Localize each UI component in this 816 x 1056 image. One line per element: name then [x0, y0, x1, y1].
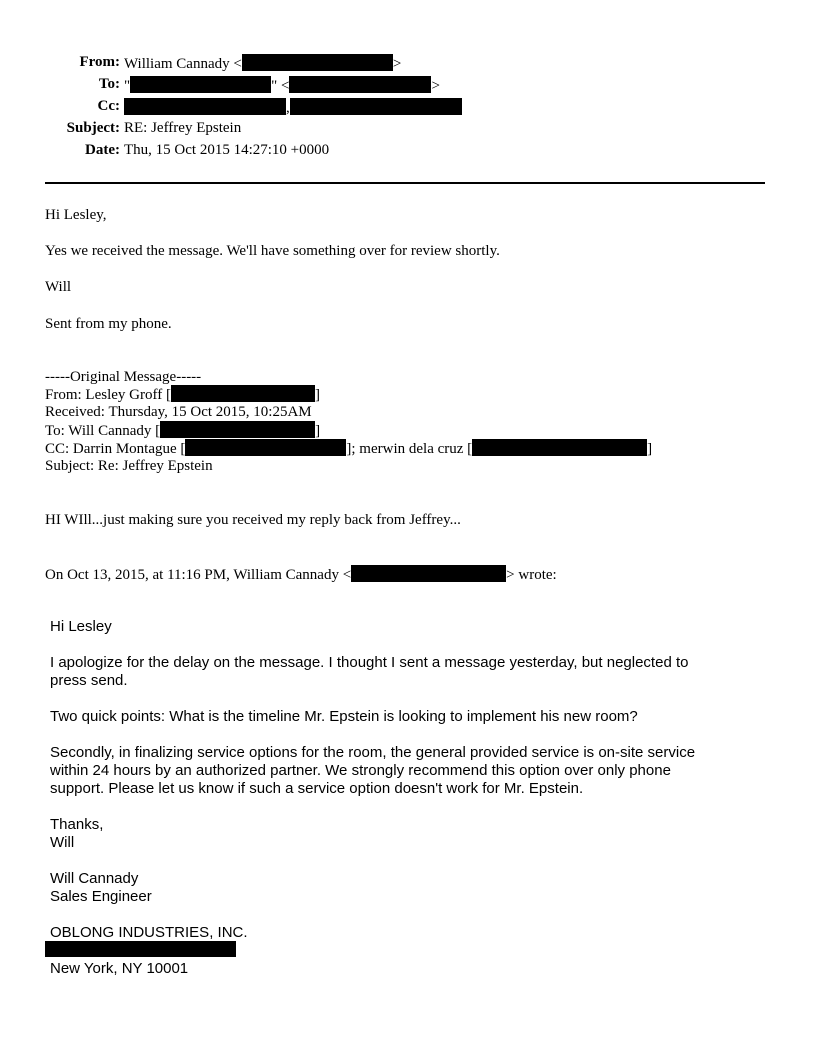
cc-separator: , — [286, 100, 290, 116]
attribution-prefix: On Oct 13, 2015, at 11:16 PM, William Cannady < — [45, 567, 352, 583]
redaction-box — [130, 76, 271, 93]
original-cc-mid: ]; merwin dela cruz [ — [346, 441, 473, 457]
original-from-close: ] — [314, 387, 320, 403]
quoted-greeting: Hi Lesley — [50, 618, 112, 635]
header-divider — [45, 182, 765, 184]
original-divider: -----Original Message----- — [45, 369, 202, 385]
to-close: > — [431, 78, 440, 94]
from-close: > — [392, 56, 402, 72]
redaction-box — [289, 76, 431, 93]
quoted-para2: Two quick points: What is the timeline Mr. Epstein is looking to implement his new room? — [50, 708, 638, 725]
original-to-text: To: Will Cannady [ — [45, 423, 161, 439]
redaction-box — [242, 54, 393, 71]
signature-title: Sales Engineer — [50, 888, 152, 905]
from-name: William Cannady < — [124, 56, 242, 72]
date-value: Thu, 15 Oct 2015 14:27:10 +0000 — [124, 142, 330, 158]
quoted-para1-line2: press send. — [50, 672, 128, 689]
original-cc-text: CC: Darrin Montague [ — [45, 441, 186, 457]
original-cc — [45, 439, 652, 458]
original-subject: Subject: Re: Jeffrey Epstein — [45, 458, 213, 474]
attribution-suffix: > wrote: — [506, 567, 557, 583]
signature-city: New York, NY 10001 — [50, 960, 189, 977]
quoted-para1-line1: I apologize for the delay on the message. I thought I sent a message yesterday, but neglected to — [50, 654, 689, 671]
redaction-box — [160, 421, 315, 438]
quoted-thanks-name: Will — [50, 834, 75, 851]
quoted-para3-line3: support. Please let us know if such a service option doesn't work for Mr. Epstein. — [50, 780, 584, 797]
quoted-para3-line1: Secondly, in finalizing service options for the room, the general provided service is on-site service — [50, 744, 696, 761]
date-label: Date: — [85, 142, 120, 158]
to-open-quote: " — [124, 78, 131, 94]
original-from — [45, 385, 320, 404]
redaction-box — [171, 385, 315, 402]
from-value — [124, 54, 401, 73]
cc-label: Cc: — [97, 98, 120, 114]
redaction-box — [472, 439, 647, 456]
reply-body: Yes we received the message. We'll have something over for review shortly. — [45, 243, 500, 259]
original-to-close: ] — [315, 423, 321, 439]
subject-value: RE: Jeffrey Epstein — [124, 120, 242, 136]
original-received: Received: Thursday, 15 Oct 2015, 10:25AM — [45, 404, 312, 420]
original-body: HI WIll...just making sure you received my reply back from Jeffrey... — [45, 512, 461, 528]
quote-attribution — [45, 565, 557, 584]
reply-signoff: Will — [45, 279, 72, 295]
signature-name: Will Cannady — [50, 870, 139, 887]
cc-value — [124, 98, 462, 117]
redaction-box — [124, 98, 286, 115]
original-cc-close: ] — [647, 441, 653, 457]
quoted-para3-line2: within 24 hours by an authorized partner. We strongly recommend this option over only phone — [50, 762, 671, 779]
from-label: From: — [79, 54, 120, 70]
original-from-text: From: Lesley Groff [ — [45, 387, 171, 403]
to-label: To: — [98, 76, 120, 92]
to-value — [124, 76, 440, 95]
quoted-thanks: Thanks, — [50, 816, 104, 833]
reply-greeting: Hi Lesley, — [45, 207, 107, 223]
redaction-box — [45, 941, 236, 957]
original-to — [45, 421, 320, 440]
redaction-box — [185, 439, 346, 456]
subject-label: Subject: — [66, 120, 120, 136]
sent-from: Sent from my phone. — [45, 316, 172, 332]
to-mid: " < — [271, 78, 290, 94]
redaction-box — [290, 98, 462, 115]
redaction-box — [351, 565, 506, 582]
signature-company: OBLONG INDUSTRIES, INC. — [50, 924, 248, 941]
